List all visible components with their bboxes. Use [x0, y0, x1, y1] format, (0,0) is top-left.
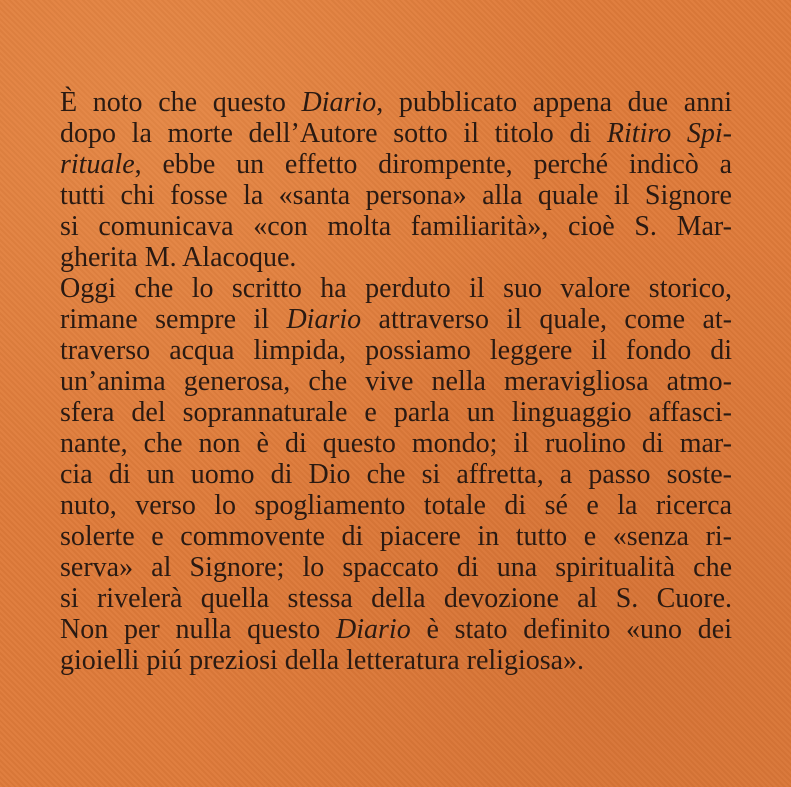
text-line — [60, 211, 732, 242]
text-segment: dopo la morte dell’Autore sotto il titolo di — [60, 118, 607, 149]
text-line — [60, 583, 732, 614]
text-line — [60, 335, 732, 366]
text-segment: Non per nulla questo — [60, 614, 337, 645]
text-line — [60, 149, 732, 180]
text-line — [60, 87, 732, 118]
text-line — [60, 428, 732, 459]
italic-text-segment: Diario — [301, 87, 377, 118]
text-segment: solerte e commovente di piacere in tutto e «senza ri- — [60, 521, 732, 552]
text-segment: nante, che non è di questo mondo; il ruolino di mar- — [60, 428, 732, 459]
description-text — [60, 87, 732, 676]
italic-text-segment: Diario — [286, 304, 362, 335]
text-segment: si comunicava «con molta familiarità», cioè S. Mar- — [60, 211, 732, 242]
text-line — [60, 180, 732, 211]
text-line — [60, 242, 732, 273]
text-line — [60, 490, 732, 521]
text-segment: gherita M. Alacoque. — [60, 242, 297, 273]
text-segment: sfera del soprannaturale e parla un linguaggio affasci- — [60, 397, 732, 428]
text-segment: serva» al Signore; lo spaccato di una spiritualità che — [60, 552, 732, 583]
text-segment: cia di un uomo di Dio che si affretta, a passo soste- — [60, 459, 732, 490]
text-line — [60, 304, 732, 335]
text-segment: un’anima generosa, che vive nella meravigliosa atmo- — [60, 366, 732, 397]
italic-text-segment: rituale — [60, 149, 135, 180]
text-segment: è stato definito «uno dei — [410, 614, 732, 645]
text-segment: nuto, verso lo spogliamento totale di sé e la ricerca — [60, 490, 732, 521]
text-line — [60, 366, 732, 397]
text-segment: si rivelerà quella stessa della devozione al S. Cuore. — [60, 583, 732, 614]
text-segment: tutti chi fosse la «santa persona» alla quale il Signore — [60, 180, 732, 211]
text-line — [60, 273, 732, 304]
text-segment: traverso acqua limpida, possiamo leggere il fondo di — [60, 335, 732, 366]
text-line — [60, 552, 732, 583]
italic-text-segment: Diario — [336, 614, 411, 645]
text-segment: , pubblicato appena due anni — [376, 87, 732, 118]
text-line — [60, 118, 732, 149]
text-line — [60, 459, 732, 490]
text-segment: rimane sempre il — [60, 304, 287, 335]
text-segment: attraverso il quale, come at- — [361, 304, 732, 335]
text-line — [60, 521, 732, 552]
text-segment: , ebbe un effetto dirompente, perché indicò a — [134, 149, 732, 180]
text-line — [60, 397, 732, 428]
text-segment: Oggi che lo scritto ha perduto il suo valore storico, — [60, 273, 732, 304]
text-line — [60, 645, 732, 676]
italic-text-segment: Ritiro Spi- — [606, 118, 733, 149]
text-segment: gioielli piú preziosi della letteratura religiosa». — [60, 645, 585, 676]
text-line — [60, 614, 732, 645]
text-segment: È noto che questo — [60, 87, 302, 118]
